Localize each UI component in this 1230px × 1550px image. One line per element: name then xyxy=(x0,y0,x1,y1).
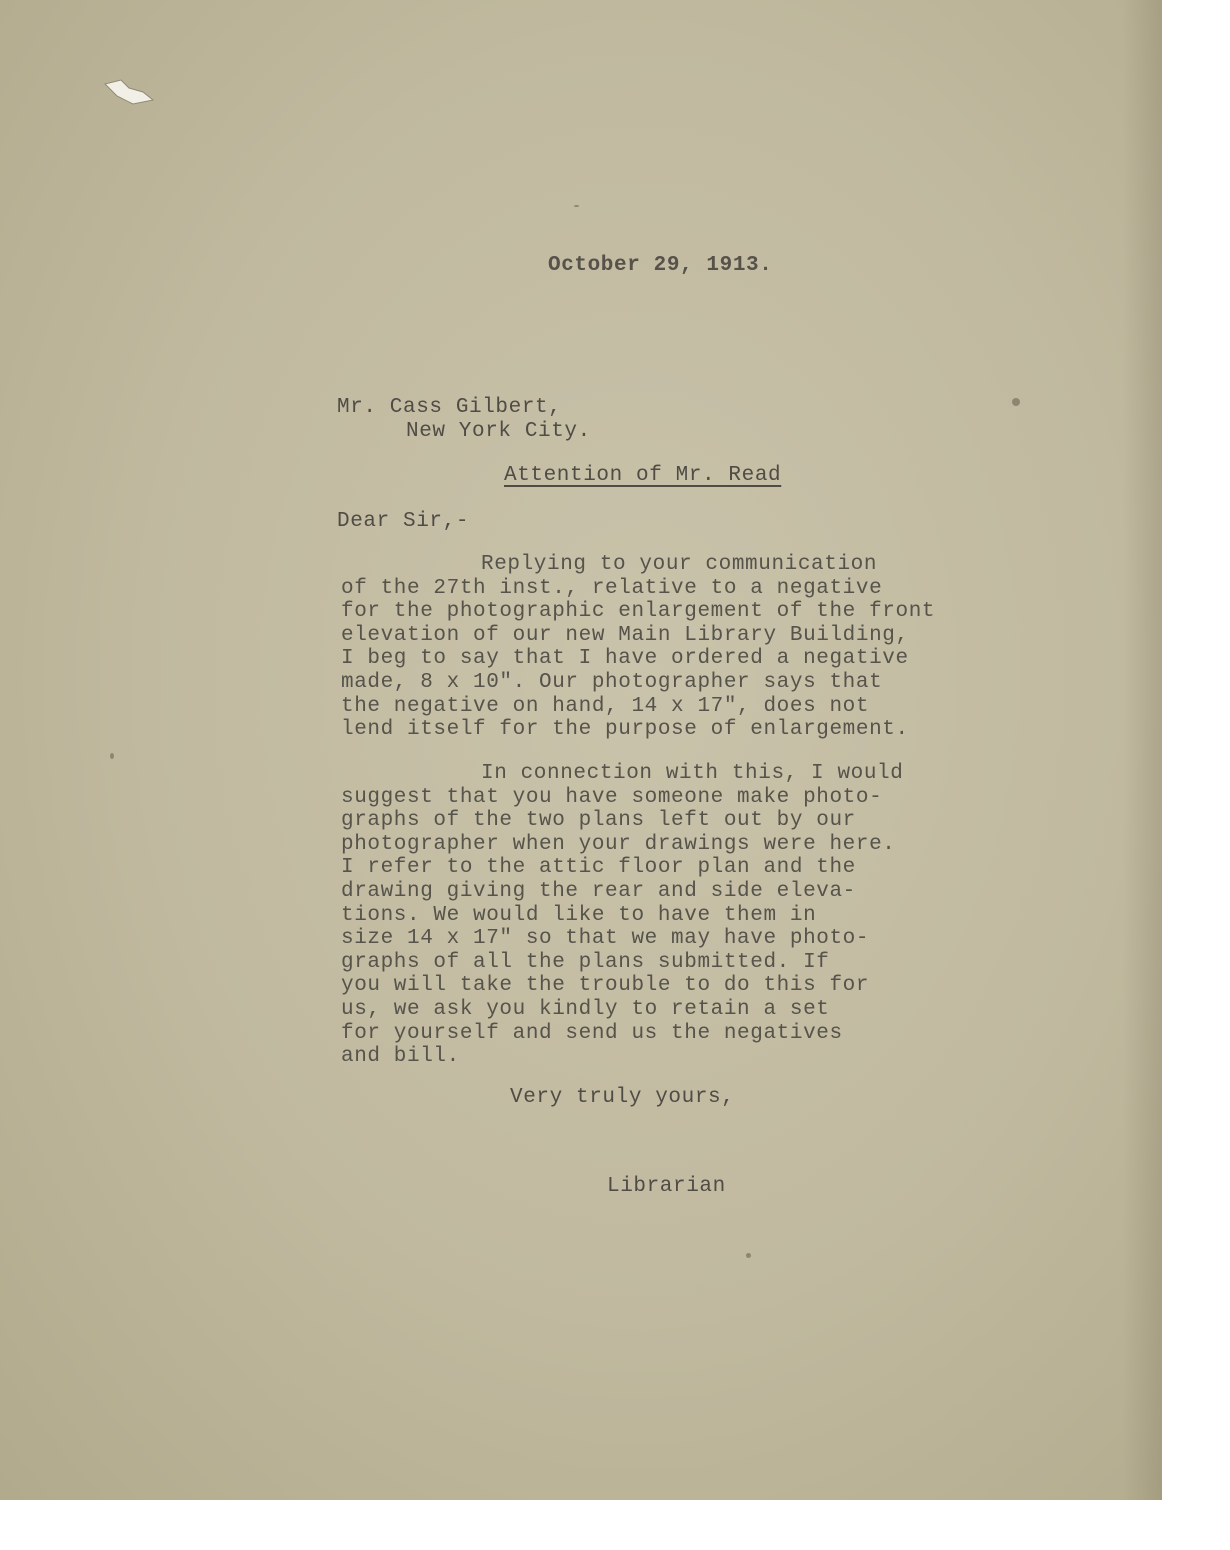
paragraph-line: In connection with this, I would xyxy=(481,762,904,785)
paper-speck xyxy=(574,205,579,207)
paragraph-line: size 14 x 17" so that we may have photo- xyxy=(341,927,870,951)
recipient-city: New York City. xyxy=(406,420,591,443)
body-paragraph-2 xyxy=(341,762,903,1069)
attention-line: Attention of Mr. Read xyxy=(504,464,782,487)
body-paragraph-1 xyxy=(341,553,935,742)
paper-speck xyxy=(110,753,114,759)
paragraph-line: graphs of the two plans left out by our xyxy=(341,809,856,833)
letter-date: October 29, 1913. xyxy=(548,254,773,277)
paragraph-line: us, we ask you kindly to retain a set xyxy=(341,997,830,1021)
paragraph-line: for the photographic enlargement of the front xyxy=(341,600,936,624)
paragraph-line: made, 8 x 10". Our photographer says that xyxy=(341,670,883,694)
paragraph-line: and bill. xyxy=(341,1045,460,1069)
paragraph-line: tions. We would like to have them in xyxy=(341,903,817,927)
torn-paper-mark xyxy=(103,78,155,108)
signature-title: Librarian xyxy=(607,1175,726,1198)
page-edge-shadow xyxy=(1122,0,1162,1500)
paragraph-line: lend itself for the purpose of enlargement. xyxy=(341,718,909,742)
salutation: Dear Sir,- xyxy=(337,510,470,533)
paragraph-line: suggest that you have someone make photo- xyxy=(341,785,883,809)
paragraph-line: I refer to the attic floor plan and the xyxy=(341,856,856,880)
paragraph-line: I beg to say that I have ordered a negative xyxy=(341,647,909,671)
complimentary-close: Very truly yours, xyxy=(510,1086,735,1109)
paragraph-line: the negative on hand, 14 x 17", does not xyxy=(341,694,870,718)
paragraph-line: photographer when your drawings were here. xyxy=(341,832,896,856)
paragraph-line: graphs of all the plans submitted. If xyxy=(341,950,830,974)
paragraph-line: of the 27th inst., relative to a negative xyxy=(341,576,883,600)
recipient-name: Mr. Cass Gilbert, xyxy=(337,396,562,419)
paragraph-line: for yourself and send us the negatives xyxy=(341,1021,843,1045)
paragraph-line: you will take the trouble to do this for xyxy=(341,974,870,998)
paragraph-line: elevation of our new Main Library Building, xyxy=(341,623,909,647)
paragraph-line: drawing giving the rear and side eleva- xyxy=(341,879,856,903)
paper-speck xyxy=(1012,398,1020,406)
paragraph-line: Replying to your communication xyxy=(481,553,878,576)
paper-speck xyxy=(746,1253,751,1258)
